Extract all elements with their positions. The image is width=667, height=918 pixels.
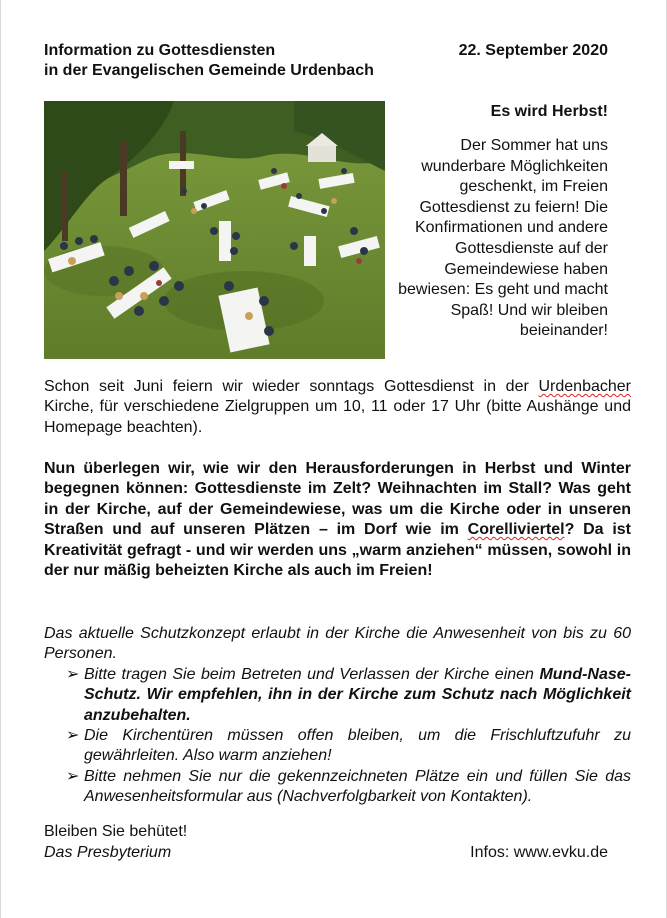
paragraph-challenges <box>44 459 631 581</box>
list-item <box>44 726 631 767</box>
header-date: 22. September 2020 <box>458 42 608 59</box>
website-info: Infos: www.evku.de <box>470 844 608 861</box>
closing-signatory: Das Presbyterium <box>44 844 172 861</box>
list-item-text: Bitte nehmen Sie nur die gekennzeichneten Plätze ein und füllen Sie das Anwesenheitsformular aus (Nachverfolgbarkeit von Kontakten). <box>84 767 631 806</box>
list-item-text: Die Kirchentüren müssen offen bleiben, um die Frischluftzufuhr zu gewährleiten. Also warm anziehen! <box>84 727 631 765</box>
protection-intro: Das aktuelle Schutzkonzept erlaubt in der Kirche die Anwesenheit von bis zu 60 Personen. <box>44 625 631 663</box>
paragraph-schedule-text-b: Kirche, für verschiedene Zielgruppen um 10, 11 oder 17 Uhr (bitte Aushänge und Homepage beachten). <box>44 398 631 436</box>
closing-signature <box>44 821 187 863</box>
section-title: Es wird Herbst! <box>490 103 608 120</box>
paragraph-challenges-text-b: ? Da ist Kreativität gefragt - und wir werden uns „warm anziehen“ müssen, sowohl in der nur mäßig beheizten Kirche als auch im Freien! <box>44 521 631 580</box>
paragraph-schedule <box>44 377 631 438</box>
paragraph-protection-concept <box>44 624 631 808</box>
list-item <box>44 767 631 808</box>
arrow-bullet-icon: ➢ <box>66 665 80 683</box>
closing-greeting: Bleiben Sie behütet! <box>44 823 188 840</box>
arrow-bullet-icon: ➢ <box>66 767 80 785</box>
intro-text: Der Sommer hat uns wunderbare Möglichkeiten geschenkt, im Freien Gottesdienst zu feiern! Die Konfirmationen und andere Gottesdienste auf der Gemeindewiese haben bewiesen: Es geht und macht Spaß! Und wir bleiben beieinander! <box>398 137 608 340</box>
header-title-line1: Information zu Gottesdiensten <box>44 42 276 59</box>
list-item-emphasis: Mund-Nase-Schutz. Wir empfehlen, ihn in der Kirche zum Schutz nach Möglichkeit anzubehalten. <box>84 665 631 724</box>
list-item-text: Bitte tragen Sie beim Betreten und Verlassen der Kirche einen <box>84 665 540 683</box>
outdoor-service-photo <box>44 101 385 359</box>
paragraph-schedule-text-a: Schon seit Juni feiern wir wieder sonntags Gottesdienst in der <box>44 378 539 395</box>
paragraph-challenges-text-a: Nun überlegen wir, wie wir den Herausforderungen in Herbst und Winter begegnen können: Gottesdienste im Zelt? Weihnachten im Stall? Was geht in der Kirche, auf der Gemeindewiese, was um die Kirche oder in unseren Straßen und auf unseren Plätzen – im Dorf wie im <box>44 460 631 539</box>
header-title <box>44 41 374 81</box>
spellcheck-flagged-word: Corelliviertel <box>467 521 565 539</box>
list-item <box>44 665 631 726</box>
arrow-bullet-icon: ➢ <box>66 727 80 745</box>
header-title-line2: in der Evangelischen Gemeinde Urdenbach <box>44 62 374 79</box>
rules-list <box>44 665 631 808</box>
spellcheck-flagged-word: Urdenbacher <box>538 378 631 395</box>
